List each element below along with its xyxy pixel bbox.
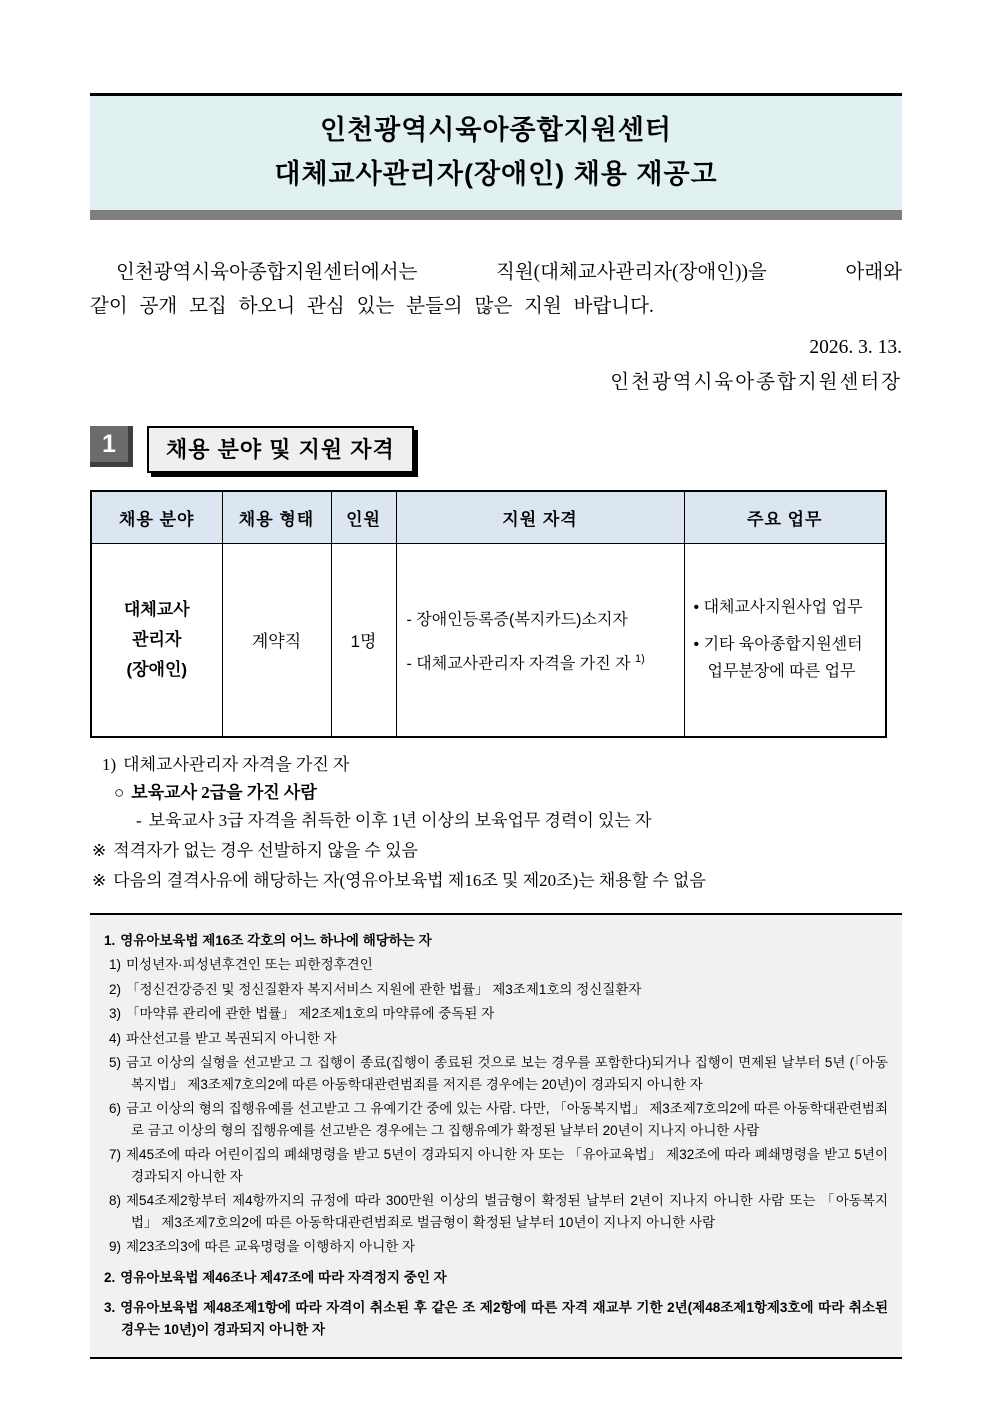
footnote-reference-mark-2 bbox=[92, 867, 902, 895]
list-item bbox=[109, 1028, 888, 1050]
title-divider-bar bbox=[90, 210, 902, 220]
dash-marker: - bbox=[406, 611, 412, 629]
cell-headcount: 1명 bbox=[331, 544, 396, 737]
item-number: 9) bbox=[109, 1239, 122, 1254]
cell-job-field bbox=[91, 544, 222, 737]
footnote-ref: 1) bbox=[635, 653, 645, 666]
section-1-header bbox=[90, 426, 902, 473]
column-header-field: 채용 분야 bbox=[91, 491, 222, 544]
footnote-marker: 1) bbox=[102, 754, 117, 774]
notes-section bbox=[90, 751, 902, 895]
item-text: 「마약류 관리에 관한 법률」 제2조제1호의 마약류에 중독된 자 bbox=[126, 1006, 495, 1021]
recruitment-table bbox=[90, 490, 887, 738]
table-row bbox=[91, 544, 886, 737]
item-number: 2) bbox=[109, 981, 122, 997]
section-title: 채용 분야 및 지원 자격 bbox=[147, 426, 414, 473]
item-text: 영유아보육법 제46조나 제47조에 따라 자격정지 중인 자 bbox=[120, 1269, 447, 1285]
reference-marker: ※ bbox=[92, 840, 107, 860]
item-text: 제45조에 따라 어린이집의 폐쇄명령을 받고 5년이 경과되지 아니한 자 또는 「유아교육법」 제32조에 따라 폐쇄명령을 받고 5년이 경과되지 아니한 자 bbox=[126, 1147, 888, 1184]
footnote-text: 적격자가 없는 경우 선발하지 않을 수 있음 bbox=[113, 840, 418, 860]
list-item bbox=[109, 1098, 888, 1141]
item-text: 제54조제2항부터 제4항까지의 규정에 따라 300만원 이상의 벌금형이 확정된 날부터 2년이 지나지 아니한 사람 또는 「아동복지법」 제3조제7호의2에 따른 아동학대관련범죄로 벌금형이 확정된 날부터 10년이 지나지 아니한 사람 bbox=[126, 1193, 888, 1230]
item-text: 제23조의3에 따른 교육명령을 이행하지 아니한 자 bbox=[126, 1239, 416, 1254]
column-header-type: 채용 형태 bbox=[222, 491, 331, 544]
item-text: 금고 이상의 실형을 선고받고 그 집행이 종료(집행이 종료된 것으로 보는 경우를 포함한다)되거나 집행이 면제된 날부터 5년 (「아동복지법」 제3조제7호의2에 따른 아동학대관련범죄를 저지른 경우에는 20년)이 경과되지 아니한 자 bbox=[126, 1055, 888, 1092]
list-item bbox=[109, 1052, 888, 1095]
dash-marker: - bbox=[406, 655, 412, 673]
item-number: 3) bbox=[109, 1006, 122, 1021]
document-title-line1: 인천광역시육아종합지원센터 bbox=[319, 115, 673, 145]
list-item bbox=[104, 1297, 888, 1340]
item-text: 영유아보육법 제48조제1항에 따라 자격이 취소된 후 같은 조 제2항에 따른 자격 재교부 기한 2년(제48조제1항제3호에 따라 취소된 경우는 10년)이 경과되지 아니한 자 bbox=[120, 1300, 888, 1337]
duty-text: 대체교사지원사업 업무 bbox=[703, 599, 863, 617]
footnote-text: 다음의 결격사유에 해당하는 자(영유아보육법 제16조 및 제20조)는 채용할 수 없음 bbox=[113, 870, 706, 890]
job-field-line: 관리자 bbox=[132, 629, 182, 649]
footnote-dash bbox=[136, 807, 902, 835]
footnote-circle bbox=[114, 779, 902, 807]
list-item bbox=[109, 1144, 888, 1187]
item-text: 파산선고를 받고 복권되지 아니한 자 bbox=[126, 1030, 337, 1046]
section-number-badge: 1 bbox=[90, 426, 133, 467]
qualification-text: 대체교사관리자 자격을 가진 자 bbox=[416, 655, 631, 673]
job-field-line: 대체교사 bbox=[123, 599, 190, 619]
document-signer: 인천광역시육아종합지원센터장 bbox=[610, 372, 902, 393]
table-header-row bbox=[91, 491, 886, 544]
item-text: 영유아보육법 제16조 각호의 어느 하나에 해당하는 자 bbox=[120, 932, 432, 948]
cell-duties bbox=[684, 544, 886, 737]
item-text: 미성년자·피성년후견인 또는 피한정후견인 bbox=[126, 957, 373, 972]
document-title-line2: 대체교사관리자(장애인) 채용 재공고 bbox=[274, 159, 718, 189]
item-number: 8) bbox=[109, 1193, 122, 1208]
dash-marker: - bbox=[136, 810, 142, 830]
list-item bbox=[109, 1190, 888, 1233]
item-number: 3. bbox=[104, 1300, 116, 1315]
qualification-item bbox=[407, 603, 676, 632]
item-text: 금고 이상의 형의 집행유예를 선고받고 그 유예기간 중에 있는 사람. 다만, 「아동복지법」 제3조제7호의2에 따른 아동학대관련범죄로 금고 이상의 형의 집행유예를 선고받은 경우에는 그 집행유예가 확정된 날부터 20년이 지나지 아니한 사람 bbox=[126, 1101, 888, 1138]
qualification-text: 장애인등록증(복지카드)소지자 bbox=[416, 611, 628, 629]
list-item bbox=[109, 1003, 888, 1025]
document-title-banner bbox=[90, 93, 902, 210]
job-field-line: (장애인) bbox=[126, 659, 188, 679]
intro-paragraph-line1: 인천광역시육아종합지원센터에서는 직원(대체교사관리자(장애인))을 아래와 bbox=[116, 262, 902, 283]
cell-employment-type: 계약직 bbox=[222, 544, 331, 737]
footnote-reference-mark-1 bbox=[92, 837, 902, 865]
list-item bbox=[104, 1267, 888, 1289]
column-header-duty: 주요 업무 bbox=[684, 491, 886, 544]
cell-qualifications bbox=[396, 544, 684, 737]
footnote-text: 대체교사관리자 자격을 가진 자 bbox=[123, 754, 350, 774]
item-text: 「정신건강증진 및 정신질환자 복지서비스 지원에 관한 법률」 제3조제1호의 정신질환자 bbox=[126, 981, 642, 997]
item-number: 7) bbox=[109, 1147, 122, 1162]
item-number: 6) bbox=[109, 1101, 122, 1116]
document-date: 2026. 3. 13. bbox=[809, 337, 902, 358]
bullet-marker: • bbox=[693, 599, 700, 617]
item-number: 1. bbox=[104, 932, 116, 948]
duty-item bbox=[694, 631, 880, 685]
item-number: 1) bbox=[109, 957, 122, 972]
list-item bbox=[109, 1236, 888, 1258]
footnote-text: 보육교사 2급을 가진 사람 bbox=[131, 782, 317, 802]
qualification-item bbox=[407, 647, 676, 676]
column-header-qualification: 지원 자격 bbox=[396, 491, 684, 544]
item-number: 2. bbox=[104, 1269, 116, 1285]
disqualification-box bbox=[90, 913, 902, 1360]
reference-marker: ※ bbox=[92, 870, 107, 890]
duty-item bbox=[694, 594, 880, 621]
duty-text: 기타 육아종합지원센터 업무분장에 따른 업무 bbox=[703, 636, 863, 681]
item-number: 5) bbox=[109, 1055, 122, 1070]
intro-paragraph-line2: 같이 공개 모집 하오니 관심 있는 분들의 많은 지원 바랍니다. bbox=[90, 296, 654, 317]
footnote-text: 보육교사 3급 자격을 취득한 이후 1년 이상의 보육업무 경력이 있는 자 bbox=[148, 810, 652, 830]
bullet-marker: • bbox=[693, 636, 700, 654]
circle-marker: ○ bbox=[114, 782, 125, 802]
list-item bbox=[104, 930, 888, 952]
list-item bbox=[109, 979, 888, 1001]
list-item bbox=[109, 954, 888, 976]
footnote-1 bbox=[102, 751, 902, 779]
item-number: 4) bbox=[109, 1030, 122, 1046]
column-header-count: 인원 bbox=[331, 491, 396, 544]
